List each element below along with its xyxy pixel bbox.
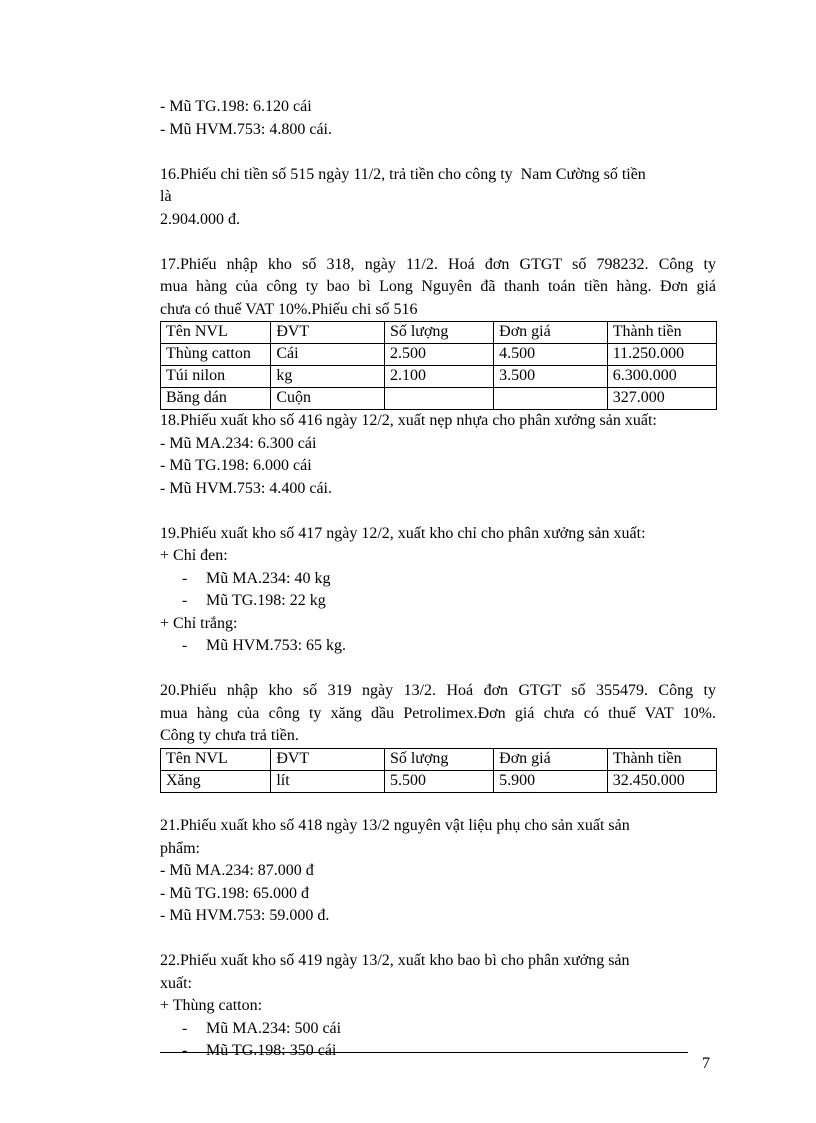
list-item: - Mũ TG.198: 6.000 cái [160,457,312,474]
list-item-label: Mũ MA.234: 40 kg [206,569,331,587]
list-item: - Mũ HVM.753: 59.000 đ. [160,907,330,924]
table-cell: 5.500 [384,770,493,792]
table-20 [160,748,717,793]
list-item: - Mũ TG.198: 6.120 cái [160,98,312,115]
paragraph-20-cont: mua hàng của công ty xăng dầu Petrolimex.Đơn giá chưa có thuế VAT 10%. [160,704,716,722]
table-17 [160,321,717,410]
dash-bullet: - [182,1019,188,1037]
table-header-cell: Đơn giá [494,748,608,770]
table-cell: 3.500 [494,366,608,388]
dash-bullet: - [182,569,188,587]
table-cell: kg [271,366,385,388]
table-header-cell: Số lượng [384,748,493,770]
paragraph-21: 21.Phiếu xuất kho số 418 ngày 13/2 nguyên vật liệu phụ cho sản xuất sản [160,817,630,834]
table-header-cell: ĐVT [271,748,385,770]
list-item-label: Mũ TG.198: 22 kg [206,592,326,609]
list-item-label: Mũ MA.234: 500 cái [206,1019,342,1037]
document-page [160,96,716,1063]
table-cell: 2.100 [384,366,493,388]
table-cell: 32.450.000 [607,770,716,792]
list-item: - Mũ HVM.753: 4.800 cái. [160,120,332,138]
group-heading: + Chỉ đen: [160,547,228,564]
list-item: - Mũ TG.198: 65.000 đ [160,884,310,902]
list-item [160,590,716,613]
footer-divider [160,1052,688,1053]
paragraph-17: 17.Phiếu nhập kho số 318, ngày 11/2. Hoá đơn GTGT số 798232. Công ty [160,255,716,273]
paragraph-18: 18.Phiếu xuất kho số 416 ngày 12/2, xuất nẹp nhựa cho phân xưởng sản xuất: [160,412,657,429]
dash-bullet: - [182,1042,188,1059]
table-row [161,344,717,366]
table-header-cell: Thành tiền [607,748,716,770]
paragraph-22: 22.Phiếu xuất kho số 419 ngày 13/2, xuất kho bao bì cho phân xưởng sản [160,952,630,969]
table-cell: 4.500 [494,344,608,366]
paragraph-16-amount: 2.904.000 đ. [160,210,240,228]
table-row [161,388,717,410]
list-item [160,1018,716,1041]
paragraph-16: 16.Phiếu chi tiền số 515 ngày 11/2, trả tiền cho công ty Nam Cường số tiền [160,165,646,183]
table-row [161,366,717,388]
table-cell: 2.500 [384,344,493,366]
table-header-row [161,322,717,344]
group-heading: + Chỉ trắng: [160,614,238,632]
paragraph-20-cont2: Công ty chưa trả tiền. [160,727,299,744]
table-cell [494,388,608,410]
paragraph-19: 19.Phiếu xuất kho số 417 ngày 12/2, xuất kho chỉ cho phân xưởng sản xuất: [160,524,646,542]
table-cell: Xăng [161,770,271,792]
list-item: - Mũ MA.234: 87.000 đ [160,862,314,879]
group-heading: + Thùng catton: [160,997,263,1014]
list-item-label: Mũ HVM.753: 65 kg. [206,637,347,654]
table-cell: 5.900 [494,770,608,792]
paragraph-22-cont: xuất: [160,974,192,992]
table-cell: 6.300.000 [607,366,716,388]
paragraph-20: 20.Phiếu nhập kho số 319 ngày 13/2. Hoá đơn GTGT số 355479. Công ty [160,682,716,699]
table-header-cell: Tên NVL [161,322,271,344]
list-item [160,635,716,658]
table-cell: Thùng catton [161,344,271,366]
table-cell: Cái [271,344,385,366]
dash-bullet: - [182,637,188,654]
table-header-cell: Thành tiền [607,322,716,344]
table-cell: Cuộn [271,388,385,410]
paragraph-21-cont: phẩm: [160,839,200,857]
table-header-cell: ĐVT [271,322,385,344]
paragraph-17-cont2: chưa có thuế VAT 10%.Phiếu chi số 516 [160,300,418,318]
table-row [161,770,717,792]
table-cell [384,388,493,410]
table-cell: lít [271,770,385,792]
dash-bullet: - [182,592,188,609]
table-cell: Băng dán [161,388,271,410]
table-header-cell: Đơn giá [494,322,608,344]
table-header-cell: Số lượng [384,322,493,344]
table-cell: 11.250.000 [607,344,716,366]
table-header-row [161,748,717,770]
list-item-label: Mũ TG.198: 350 cái [206,1042,337,1059]
list-item: - Mũ MA.234: 6.300 cái [160,434,317,452]
list-item [160,568,716,591]
paragraph-16-cont: là [160,188,172,205]
table-cell: Túi nilon [161,366,271,388]
table-cell: 327.000 [607,388,716,410]
paragraph-17-cont: mua hàng của công ty bao bì Long Nguyên đã thanh toán tiền hàng. Đơn giá [160,278,716,295]
list-item: - Mũ HVM.753: 4.400 cái. [160,479,332,497]
table-header-cell: Tên NVL [161,748,271,770]
page-number: 7 [702,1055,710,1072]
